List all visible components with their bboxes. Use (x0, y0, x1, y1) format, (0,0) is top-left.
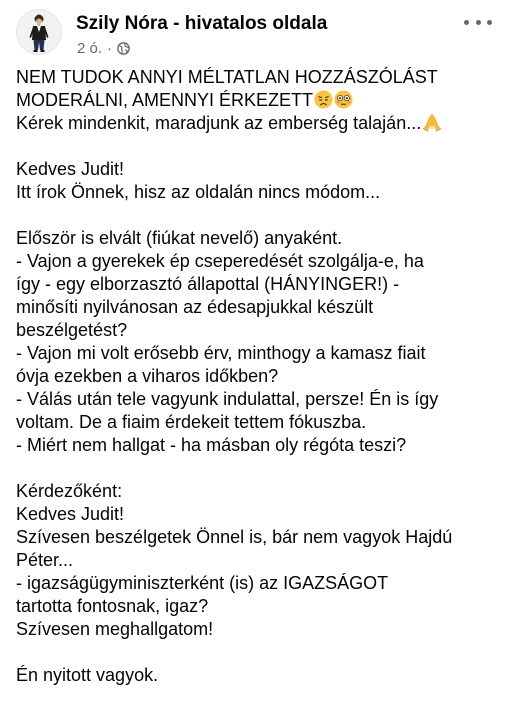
post-text: Kérdezőként: (16, 481, 123, 501)
post-line (16, 365, 502, 388)
post-text: beszélgetést? (16, 320, 128, 340)
folded-hands-emoji (422, 112, 442, 132)
paragraph-gap (16, 641, 502, 664)
post-text: - Vajon mi volt erősebb érv, minthogy a kamasz fiait (16, 343, 426, 363)
post-meta (77, 40, 130, 57)
post-text: minősíti nyilvánosan az édesapjukkal készült (16, 297, 374, 317)
post-text: - igazságügyminiszterként (is) az IGAZSÁGOT (16, 573, 389, 593)
disappointed-face-emoji (314, 90, 333, 109)
globe-icon[interactable] (117, 42, 130, 55)
more-dot (464, 20, 469, 25)
post-line (16, 503, 502, 526)
author-name[interactable]: Szily Nóra - hivatalos oldala (76, 13, 328, 34)
post-line (16, 572, 502, 595)
post-line (16, 388, 502, 411)
post-line (16, 664, 502, 687)
post-text: Szívesen beszélgetek Önnel is, bár nem vagyok Hajdú (16, 527, 453, 547)
post-line (16, 342, 502, 365)
more-options-button[interactable] (464, 12, 492, 32)
post-text: Szívesen meghallgatom! (16, 619, 214, 639)
post-line (16, 112, 502, 135)
post-line (16, 296, 502, 319)
post-text: - Miért nem hallgat - ha másban oly régóta teszi? (16, 435, 407, 455)
paragraph-gap (16, 204, 502, 227)
post-text: MODERÁLNI, AMENNYI ÉRKEZETT (16, 90, 314, 110)
post-text: óvja ezekben a viharos időkben? (16, 366, 279, 386)
post-text: - Válás után tele vagyunk indulattal, persze! Én is így (16, 389, 439, 409)
post-header (0, 0, 506, 64)
post-line (16, 411, 502, 434)
post-body (16, 66, 502, 687)
post-text: NEM TUDOK ANNYI MÉLTATLAN HOZZÁSZÓLÁST (16, 67, 438, 87)
post-line (16, 66, 502, 89)
post-text: Először is elvált (fiúkat nevelő) anyaként. (16, 228, 343, 248)
post-text: Kedves Judit! (16, 159, 125, 179)
flushed-face-emoji (334, 90, 353, 109)
post-text: - Vajon a gyerekek ép cseperedését szolgálja-e, ha (16, 251, 424, 271)
post-line (16, 549, 502, 572)
post-text: Kedves Judit! (16, 504, 125, 524)
avatar-image (17, 10, 61, 54)
post-timestamp[interactable]: 2 ó. (77, 40, 103, 57)
post-line (16, 89, 502, 112)
meta-separator: · (107, 40, 113, 57)
post-line (16, 158, 502, 181)
post-text: voltam. De a fiaim érdekeit tettem fókuszba. (16, 412, 367, 432)
post-line (16, 526, 502, 549)
post-line (16, 273, 502, 296)
post-text: Kérek mindenkit, maradjunk az emberség talaján... (16, 113, 422, 133)
post-line (16, 434, 502, 457)
post-line (16, 319, 502, 342)
paragraph-gap (16, 135, 502, 158)
paragraph-gap (16, 457, 502, 480)
post-text: Én nyitott vagyok. (16, 665, 159, 685)
post-text: így - egy elborzasztó állapottal (HÁNYINGER!) - (16, 274, 400, 294)
more-dot (487, 20, 492, 25)
more-dot (476, 20, 481, 25)
post-line (16, 618, 502, 641)
post-text: Péter... (16, 550, 74, 570)
author-avatar[interactable] (16, 9, 62, 55)
post-line (16, 480, 502, 503)
post-line (16, 250, 502, 273)
post-line (16, 181, 502, 204)
post-line (16, 595, 502, 618)
post-text: Itt írok Önnek, hisz az oldalán nincs módom... (16, 182, 381, 202)
post-line (16, 227, 502, 250)
post-text: tartotta fontosnak, igaz? (16, 596, 209, 616)
